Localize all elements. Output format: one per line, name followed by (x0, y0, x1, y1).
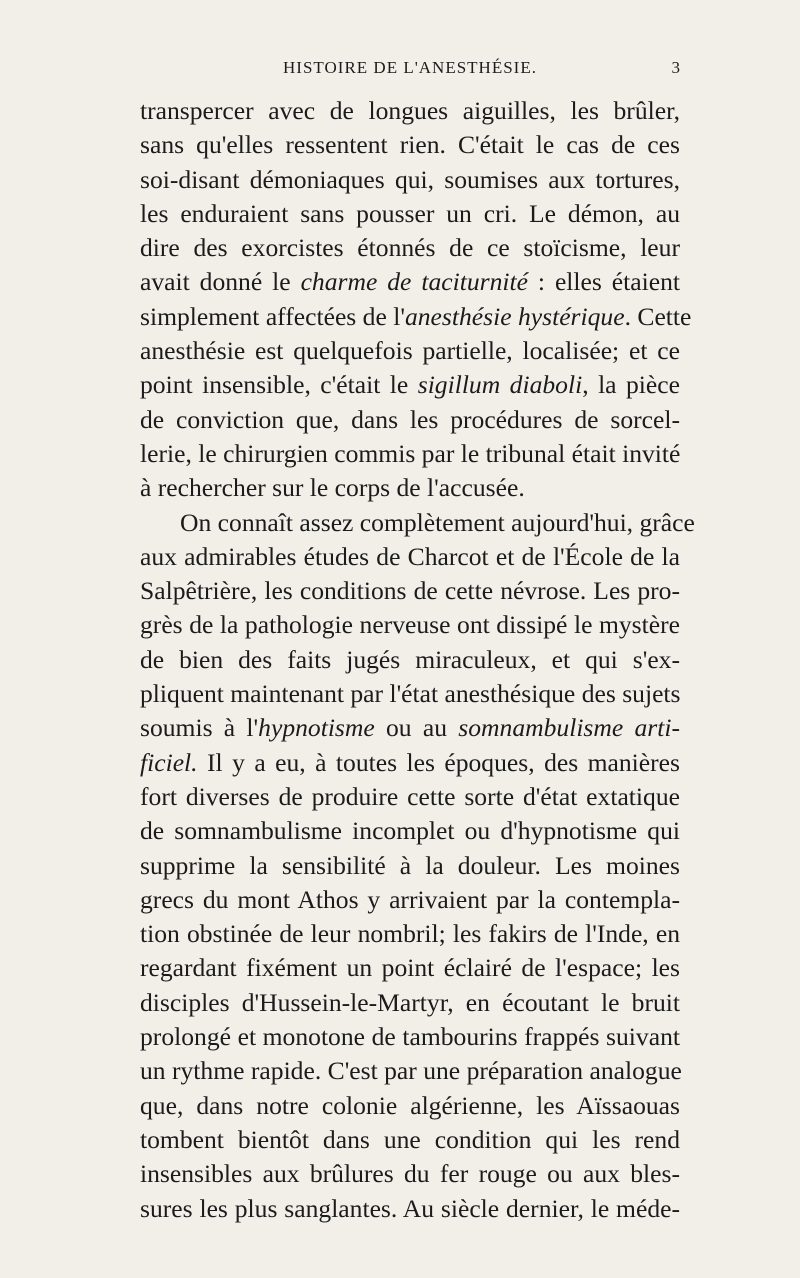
text-run: prolongé et monotone de tambourins frappés suivant (140, 1022, 680, 1052)
text-run: point insensible, c'était le (140, 370, 418, 400)
text-run: On connaît assez complètement aujourd'hui, grâce (180, 507, 695, 537)
text-line (140, 883, 680, 917)
italic-text: sigillum diaboli (417, 370, 583, 400)
text-line (140, 368, 680, 402)
running-head (140, 58, 680, 82)
text-run: ou au (374, 713, 459, 743)
text-run: soumis à l' (140, 713, 259, 743)
text-run: soi-disant démoniaques qui, soumises aux tortures, (140, 164, 680, 194)
text-line (140, 746, 680, 780)
text-line (140, 265, 680, 299)
text-run: à rechercher sur le corps de l'accusée. (140, 473, 525, 503)
text-run: que, dans notre colonie algérienne, les Aïssaouas (140, 1090, 680, 1120)
page-number: 3 (671, 58, 680, 77)
text-line (140, 1089, 680, 1123)
text-run: simplement affectées de l' (140, 301, 405, 331)
text-line (140, 643, 680, 677)
text-line (140, 128, 680, 162)
text-line (140, 437, 680, 471)
italic-text: hypnotisme (258, 713, 375, 743)
text-line (140, 197, 680, 231)
italic-text: charme de taciturnité (300, 267, 528, 297)
text-line (140, 814, 680, 848)
text-run: dire des exorcistes étonnés de ce stoïcisme, leur (140, 233, 680, 263)
text-line (140, 608, 680, 642)
text-line (140, 677, 680, 711)
text-run: disciples d'Hussein-le-Martyr, en écoutant le bruit (140, 987, 680, 1017)
text-line (140, 1157, 680, 1191)
italic-text: somnambulisme arti- (458, 713, 680, 743)
text-line (140, 231, 680, 265)
text-line (140, 1054, 680, 1088)
text-run: sans qu'elles ressentent rien. C'était le cas de ces (140, 130, 680, 160)
text-run: , la pièce (582, 370, 680, 400)
text-run: grès de la pathologie nerveuse ont dissipé le mystère (140, 610, 680, 640)
text-line (140, 403, 680, 437)
text-run: grecs du mont Athos y arrivaient par la contempla- (140, 884, 680, 914)
text-line (140, 300, 692, 334)
text-line (140, 471, 680, 505)
text-line (140, 849, 680, 883)
text-line (140, 506, 695, 540)
text-line (140, 986, 680, 1020)
text-run: de somnambulisme incomplet ou d'hypnotisme qui (140, 816, 680, 846)
text-line (140, 1123, 680, 1157)
text-line (140, 711, 680, 745)
text-run: fort diverses de produire cette sorte d'état extatique (140, 781, 680, 811)
text-run: . Cette (624, 301, 692, 331)
text-run: lerie, le chirurgien commis par le tribunal était invité (140, 438, 681, 468)
text-line (140, 917, 680, 951)
text-line (140, 951, 680, 985)
text-run: les enduraient sans pousser un cri. Le démon, au (140, 198, 680, 228)
text-line (140, 163, 680, 197)
italic-text: anesthésie hystérique (404, 301, 625, 331)
text-run: tombent bientôt dans une condition qui les rend (140, 1124, 680, 1154)
italic-text: ficiel. (140, 747, 198, 777)
text-line (140, 780, 680, 814)
text-run: tion obstinée de leur nombril; les fakirs de l'Inde, en (140, 919, 680, 949)
running-head-title: HISTOIRE DE L'ANESTHÉSIE. (283, 58, 537, 77)
text-line (140, 574, 680, 608)
text-run: aux admirables études de Charcot et de l'École de la (140, 541, 680, 571)
text-run: anesthésie est quelquefois partielle, localisée; et ce (140, 336, 680, 366)
text-run: supprime la sensibilité à la douleur. Les moines (140, 850, 680, 880)
text-run: Salpêtrière, les conditions de cette névrose. Les pro- (140, 576, 680, 606)
text-line (140, 334, 680, 368)
text-run: pliquent maintenant par l'état anesthésique des sujets (140, 679, 681, 709)
text-run: de bien des faits jugés miraculeux, et qui s'ex- (140, 644, 680, 674)
text-run: : elles étaient (527, 267, 680, 297)
text-run: insensibles aux brûlures du fer rouge ou aux bles- (140, 1159, 680, 1189)
text-line (140, 1020, 680, 1054)
text-line (140, 1192, 680, 1226)
text-run: Il y a eu, à toutes les époques, des manières (197, 747, 680, 777)
body-text (140, 94, 695, 1226)
text-run: sures les plus sanglantes. Au siècle dernier, le méde- (140, 1193, 680, 1223)
text-line (140, 540, 680, 574)
text-run: avait donné le (140, 267, 301, 297)
text-run: regardant fixément un point éclairé de l'espace; les (140, 953, 680, 983)
text-run: un rythme rapide. C'est par une préparation analogue (140, 1056, 682, 1086)
text-line (140, 94, 680, 128)
text-run: transpercer avec de longues aiguilles, les brûler, (140, 96, 680, 125)
text-run: de conviction que, dans les procédures de sorcel- (140, 404, 680, 434)
